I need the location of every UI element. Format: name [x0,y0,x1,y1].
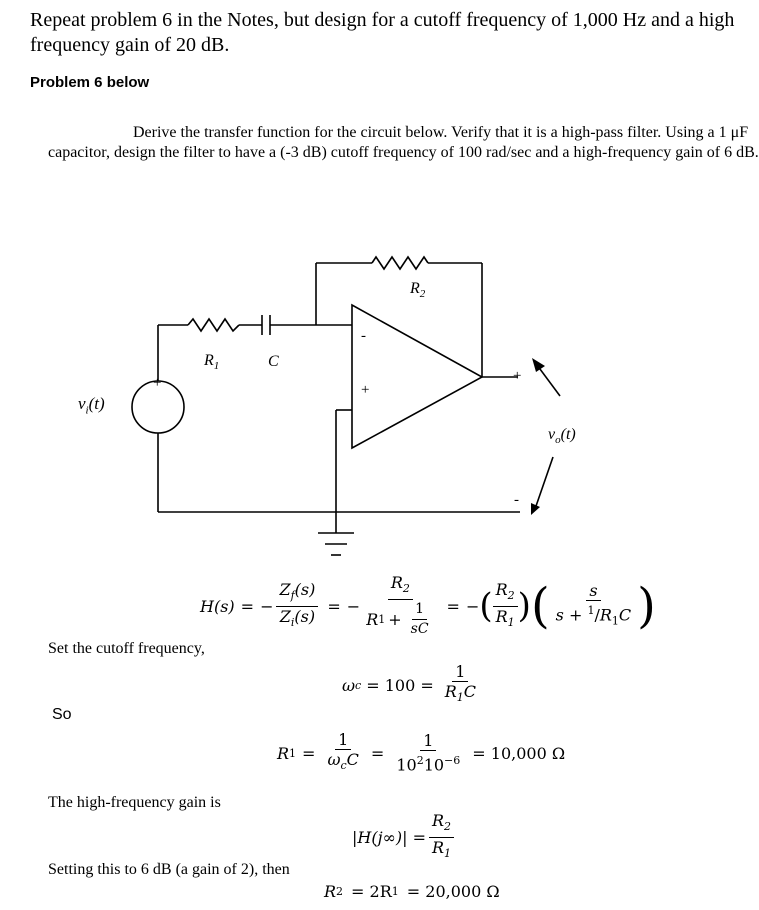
label-r1: $R_1$ [204,352,220,373]
arrow-head-bottom [531,503,540,515]
label-output-minus: - [514,492,519,508]
cutoff-equation: ω c = 100 = $\frac{1}{R_1C}$ [342,662,477,705]
resistor-r2 [372,257,428,269]
label-opamp-minus: - [361,328,366,344]
label-r2: $R_2$ [410,280,426,301]
resistor-r1 [188,319,239,331]
label-output-plus: + [513,368,522,384]
cutoff-text: Set the cutoff frequency, [48,640,205,657]
output-arrow-bottom [535,457,553,509]
label-output: $v_o(t)$ [548,426,576,447]
setting-text: Setting this to 6 dB (a gain of 2), then [48,861,290,878]
so-text: So [52,706,72,723]
transfer-function: H(s) = − $\frac{Z_f(s)}{Z_i(s)}$ = − $R_2$ R 1 + $\frac{1}{sC}$ = − ( $\frac{R_2}{R_1}$ ) ( $\frac{s}{s + ^1/R_1C}$ ) [200,573,656,637]
opamp-triangle [352,305,482,448]
label-opamp-plus: + [361,382,370,398]
output-arrow-top [537,365,560,396]
r1-equation: R 1 = $\frac{1}{\omega_cC}$ = $\frac{1}{10^210^{-6}}$ = 10,000 Ω [277,730,566,775]
gain-text: The high-frequency gain is [48,794,221,811]
r2-equation: R 2 = 2R 1 = 20,000 Ω [324,882,500,901]
problem-text: Derive the transfer function for the circuit below. Verify that it is a high-pass filter. Using a 1 μF capacitor, design the filter to have a (-3 dB) cutoff frequency of 100 rad/sec and a high-frequency gain of 6 dB. [48,124,759,161]
label-cap: C [268,353,279,370]
gain-equation: |H(j∞)| = $\frac{R_2}{R_1}$ [352,812,457,862]
label-source: $v_i(t)$ [78,394,105,417]
question-text: Repeat problem 6 in the Notes, but design for a cutoff frequency of 1,000 Hz and a high frequency gain of 20 dB. [30,9,735,56]
arrow-head-top [532,358,545,372]
label-source-plus: + [153,375,162,391]
subheading: Problem 6 below [30,74,150,91]
